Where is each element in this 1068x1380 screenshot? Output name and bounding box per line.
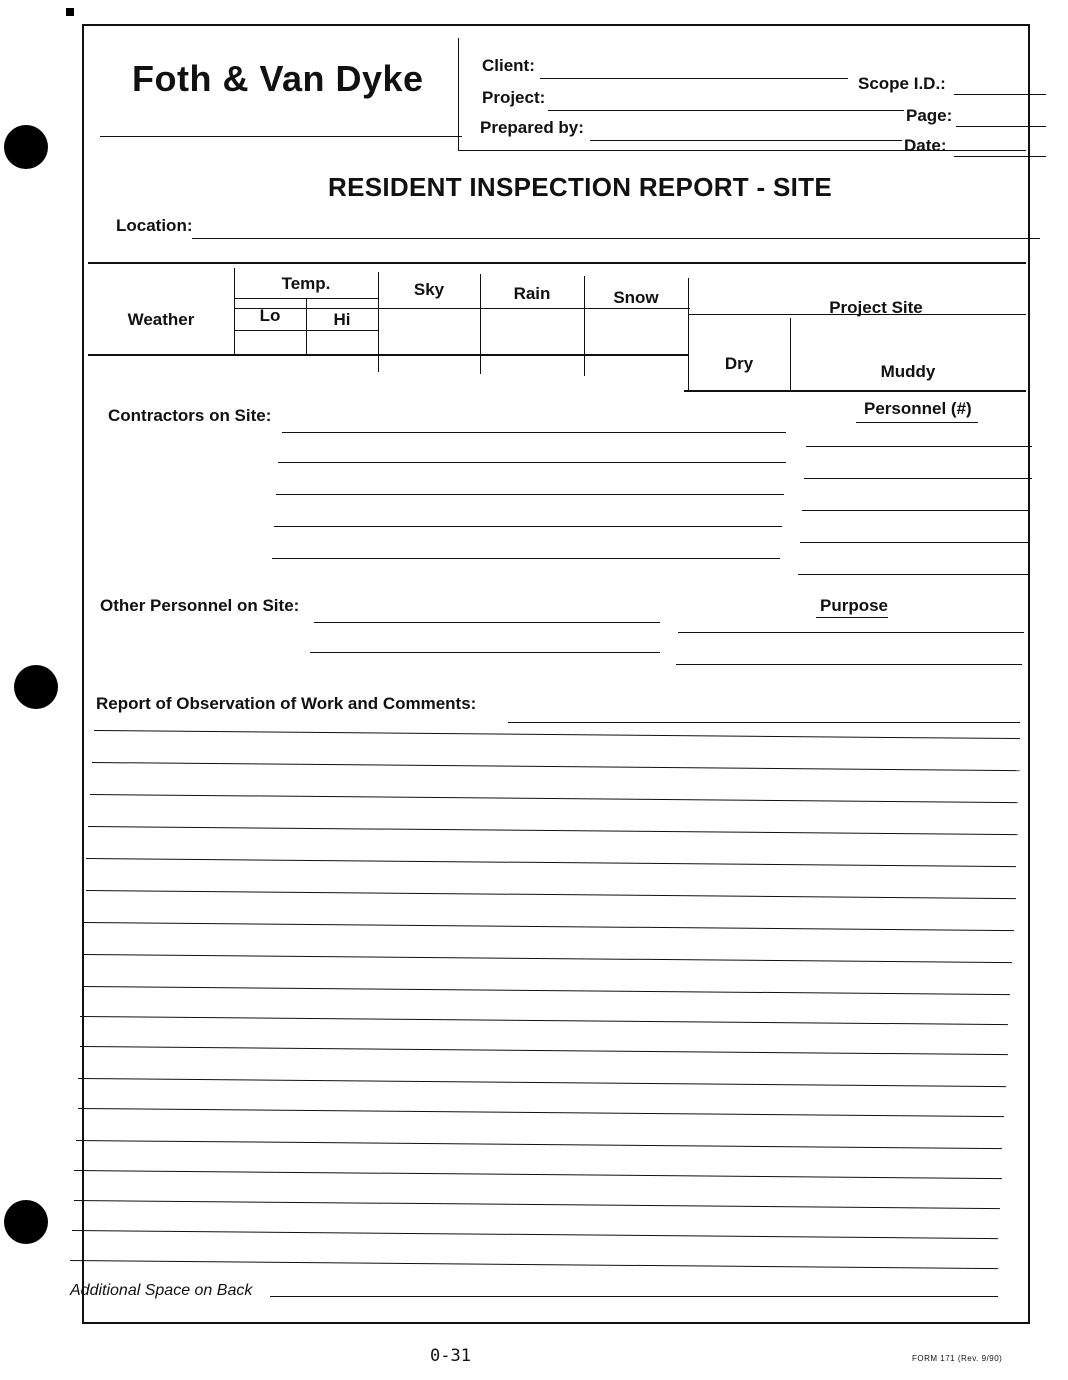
other-personnel-label: Other Personnel on Site: (100, 596, 300, 615)
header-bottom-rule (100, 136, 462, 137)
project-field[interactable] (548, 110, 904, 111)
purpose-underline (816, 617, 888, 618)
personnel-line-5[interactable] (798, 574, 1028, 575)
purpose-label: Purpose (820, 596, 889, 615)
additional-space-note: Additional Space on Back (70, 1282, 253, 1299)
weather-bottom-rule-right (684, 390, 1026, 392)
project-label: Project: (482, 88, 546, 107)
project-site-rule (688, 314, 1026, 315)
page-number: 0-31 (430, 1346, 471, 1366)
temp-lo-cell[interactable] (236, 332, 304, 352)
purpose-line-1[interactable] (678, 632, 1024, 633)
report-title: RESIDENT INSPECTION REPORT - SITE (328, 172, 832, 202)
temp-hi-cell[interactable] (308, 332, 376, 352)
location-label: Location: (116, 216, 193, 235)
contractor-line-2[interactable] (278, 462, 786, 463)
other-personnel-line-1[interactable] (314, 622, 660, 623)
punch-hole-middle (14, 665, 58, 709)
rain-header: Rain (513, 284, 551, 303)
weather-top-rule (88, 262, 1026, 264)
report-label: Report of Observation of Work and Comments: (96, 694, 477, 713)
sky-cell[interactable] (380, 308, 478, 368)
header (82, 24, 1028, 155)
scope-label: Scope I.D.: (858, 74, 946, 93)
contractor-line-4[interactable] (274, 526, 782, 527)
personnel-line-1[interactable] (806, 446, 1032, 447)
location-field[interactable] (192, 238, 1040, 239)
snow-cell[interactable] (586, 314, 686, 374)
sky-header: Sky (413, 280, 445, 299)
personnel-line-2[interactable] (804, 478, 1032, 479)
lohi-rule (234, 330, 378, 331)
header-divider (458, 38, 459, 150)
contractor-line-5[interactable] (272, 558, 780, 559)
page-label: Page: (906, 106, 953, 125)
prepared-field[interactable] (590, 140, 902, 141)
temp-lo-header: Lo (259, 306, 281, 325)
punch-hole-top (4, 125, 48, 169)
company-name: Foth & Van Dyke (132, 58, 424, 99)
project-site-header: Project Site (829, 298, 923, 317)
personnel-underline (856, 422, 978, 423)
dry-option[interactable]: Dry (724, 354, 754, 373)
punch-hole-bottom (4, 1200, 48, 1244)
personnel-line-3[interactable] (802, 510, 1030, 511)
prepared-label: Prepared by: (480, 118, 584, 137)
form-frame (82, 24, 1030, 1324)
snow-header: Snow (613, 288, 659, 307)
corner-mark (66, 8, 74, 16)
weather-label: Weather (127, 310, 195, 329)
contractor-line-1[interactable] (282, 432, 786, 433)
date-field[interactable] (954, 156, 1046, 157)
muddy-option[interactable]: Muddy (880, 362, 936, 381)
contractors-label: Contractors on Site: (108, 406, 272, 425)
client-field[interactable] (540, 78, 848, 79)
report-line[interactable] (270, 1296, 998, 1297)
other-personnel-line-2[interactable] (310, 652, 660, 653)
page-field[interactable] (956, 126, 1046, 127)
contractor-line-3[interactable] (276, 494, 784, 495)
personnel-line-4[interactable] (800, 542, 1028, 543)
purpose-line-2[interactable] (676, 664, 1022, 665)
temp-hi-header: Hi (333, 310, 351, 329)
lo-hi-sep (306, 298, 307, 354)
form-code: FORM 171 (Rev. 9/90) (912, 1354, 1003, 1363)
header-row-rule (234, 308, 690, 309)
temp-header: Temp. (281, 274, 331, 293)
date-label: Date: (904, 136, 947, 155)
report-line-0[interactable] (508, 722, 1020, 723)
personnel-label: Personnel (#) (864, 399, 972, 418)
header-bottom-rule-right (458, 150, 1026, 151)
rain-cell[interactable] (482, 310, 582, 370)
scope-field[interactable] (954, 94, 1046, 95)
client-label: Client: (482, 56, 535, 75)
weather-table (88, 262, 1026, 390)
